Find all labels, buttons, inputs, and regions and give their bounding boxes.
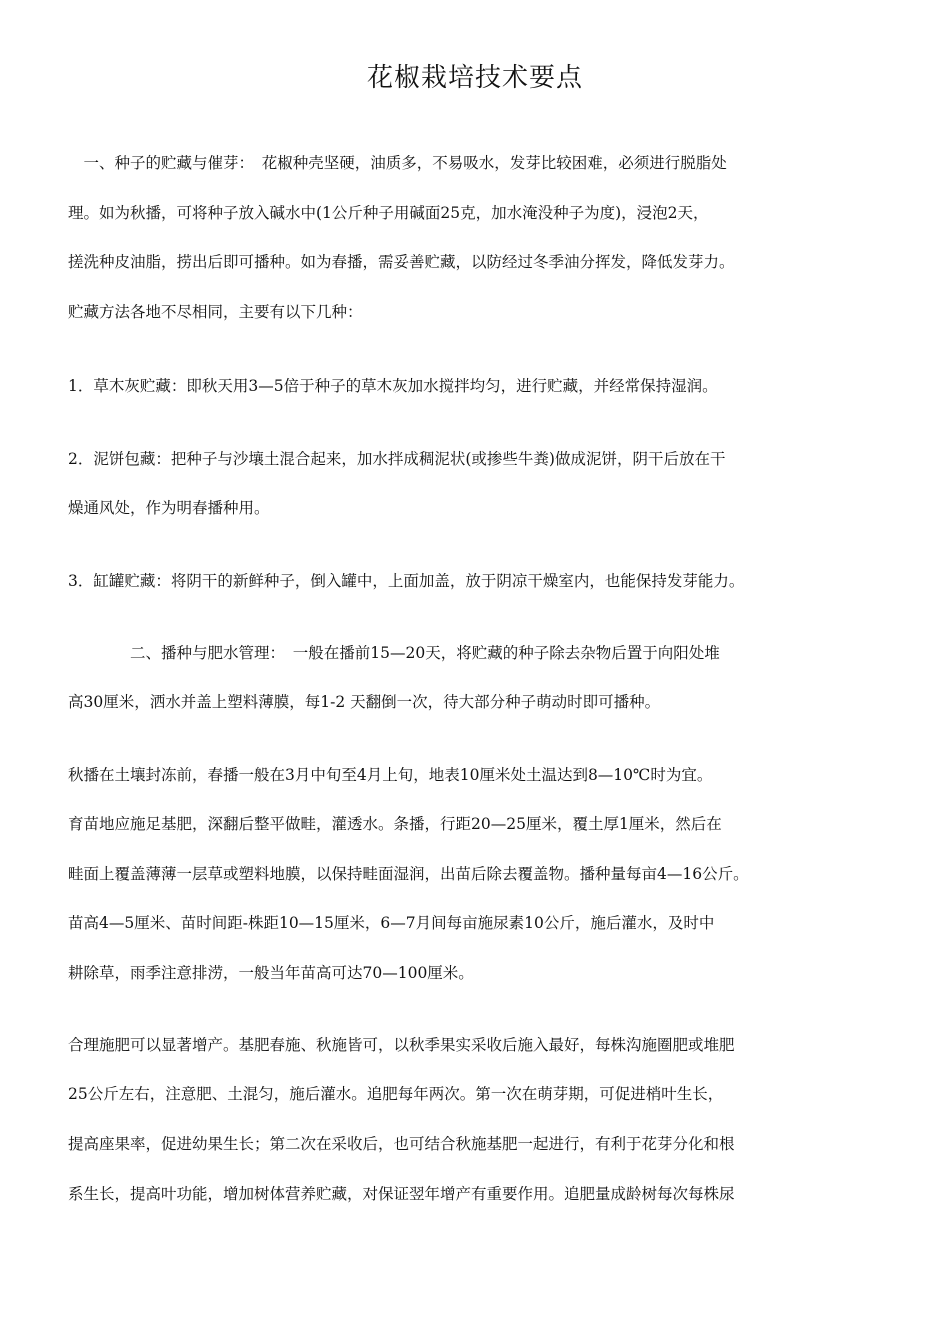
text-line: 25公斤左右，注意肥、土混匀，施后灌水。追肥每年两次。第一次在萌芽期，可促进梢叶生长，: [68, 1085, 724, 1103]
text-line: 提高座果率，促进幼果生长；第二次在采收后，也可结合秋施基肥一起进行，有利于花芽分化和根: [68, 1135, 735, 1153]
page-title: 花椒栽培技术要点: [366, 63, 583, 93]
text-line: 高30厘米，洒水并盖上塑料薄膜，每1-2 天翻倒一次，待大部分种子萌动时即可播种。: [68, 693, 661, 711]
text-line: 二、播种与肥水管理： 一般在播前15—20天，将贮藏的种子除去杂物后置于向阳处堆: [68, 644, 720, 662]
text-line: 耕除草，雨季注意排涝，一般当年苗高可达70—100厘米。: [68, 964, 474, 982]
text-line: 燥通风处，作为明春播种用。: [68, 499, 270, 517]
text-line: 贮藏方法各地不尽相同，主要有以下几种：: [68, 303, 363, 321]
text-line: 畦面上覆盖薄薄一层草或塑料地膜，以保持畦面湿润，出苗后除去覆盖物。播种量每亩4—16公斤。: [68, 865, 749, 883]
text-line: 系生长，提高叶功能，增加树体营养贮藏，对保证翌年增产有重要作用。追肥量成龄树每次每株尿: [68, 1185, 735, 1203]
text-line: 理。如为秋播，可将种子放入碱水中(1公斤种子用碱面25克，加水淹没种子为度)，浸泡2天，: [68, 204, 709, 222]
text-line: 3．缸罐贮藏：将阴干的新鲜种子，倒入罐中，上面加盖，放于阴凉干燥室内，也能保持发芽能力。: [68, 572, 745, 590]
text-line: 秋播在土壤封冻前，春播一般在3月中旬至4月上旬，地表10厘米处土温达到8—10℃时为宜。: [68, 766, 713, 784]
text-line: 苗高4—5厘米、苗时间距-株距10—15厘米，6—7月间每亩施尿素10公斤，施后灌水，及时中: [68, 914, 715, 932]
text-line: 搓洗种皮油脂，捞出后即可播种。如为春播，需妥善贮藏，以防经过冬季油分挥发，降低发芽力。: [68, 253, 735, 271]
text-line: 1．草木灰贮藏：即秋天用3—5倍于种子的草木灰加水搅拌均匀，进行贮藏，并经常保持湿润。: [68, 377, 718, 395]
text-line: 育苗地应施足基肥，深翻后整平做畦，灌透水。条播，行距20—25厘米，覆土厚1厘米，然后在: [68, 815, 722, 833]
text-line: 合理施肥可以显著增产。基肥春施、秋施皆可，以秋季果实采收后施入最好，每株沟施圈肥或堆肥: [68, 1036, 735, 1054]
text-line: 2．泥饼包藏：把种子与沙壤土混合起来，加水拌成稠泥状(或掺些牛粪)做成泥饼，阴干后放在干: [68, 450, 726, 468]
text-line: 一、种子的贮藏与催芽： 花椒种壳坚硬，油质多，不易吸水，发芽比较困难，必须进行脱脂处: [68, 154, 727, 172]
